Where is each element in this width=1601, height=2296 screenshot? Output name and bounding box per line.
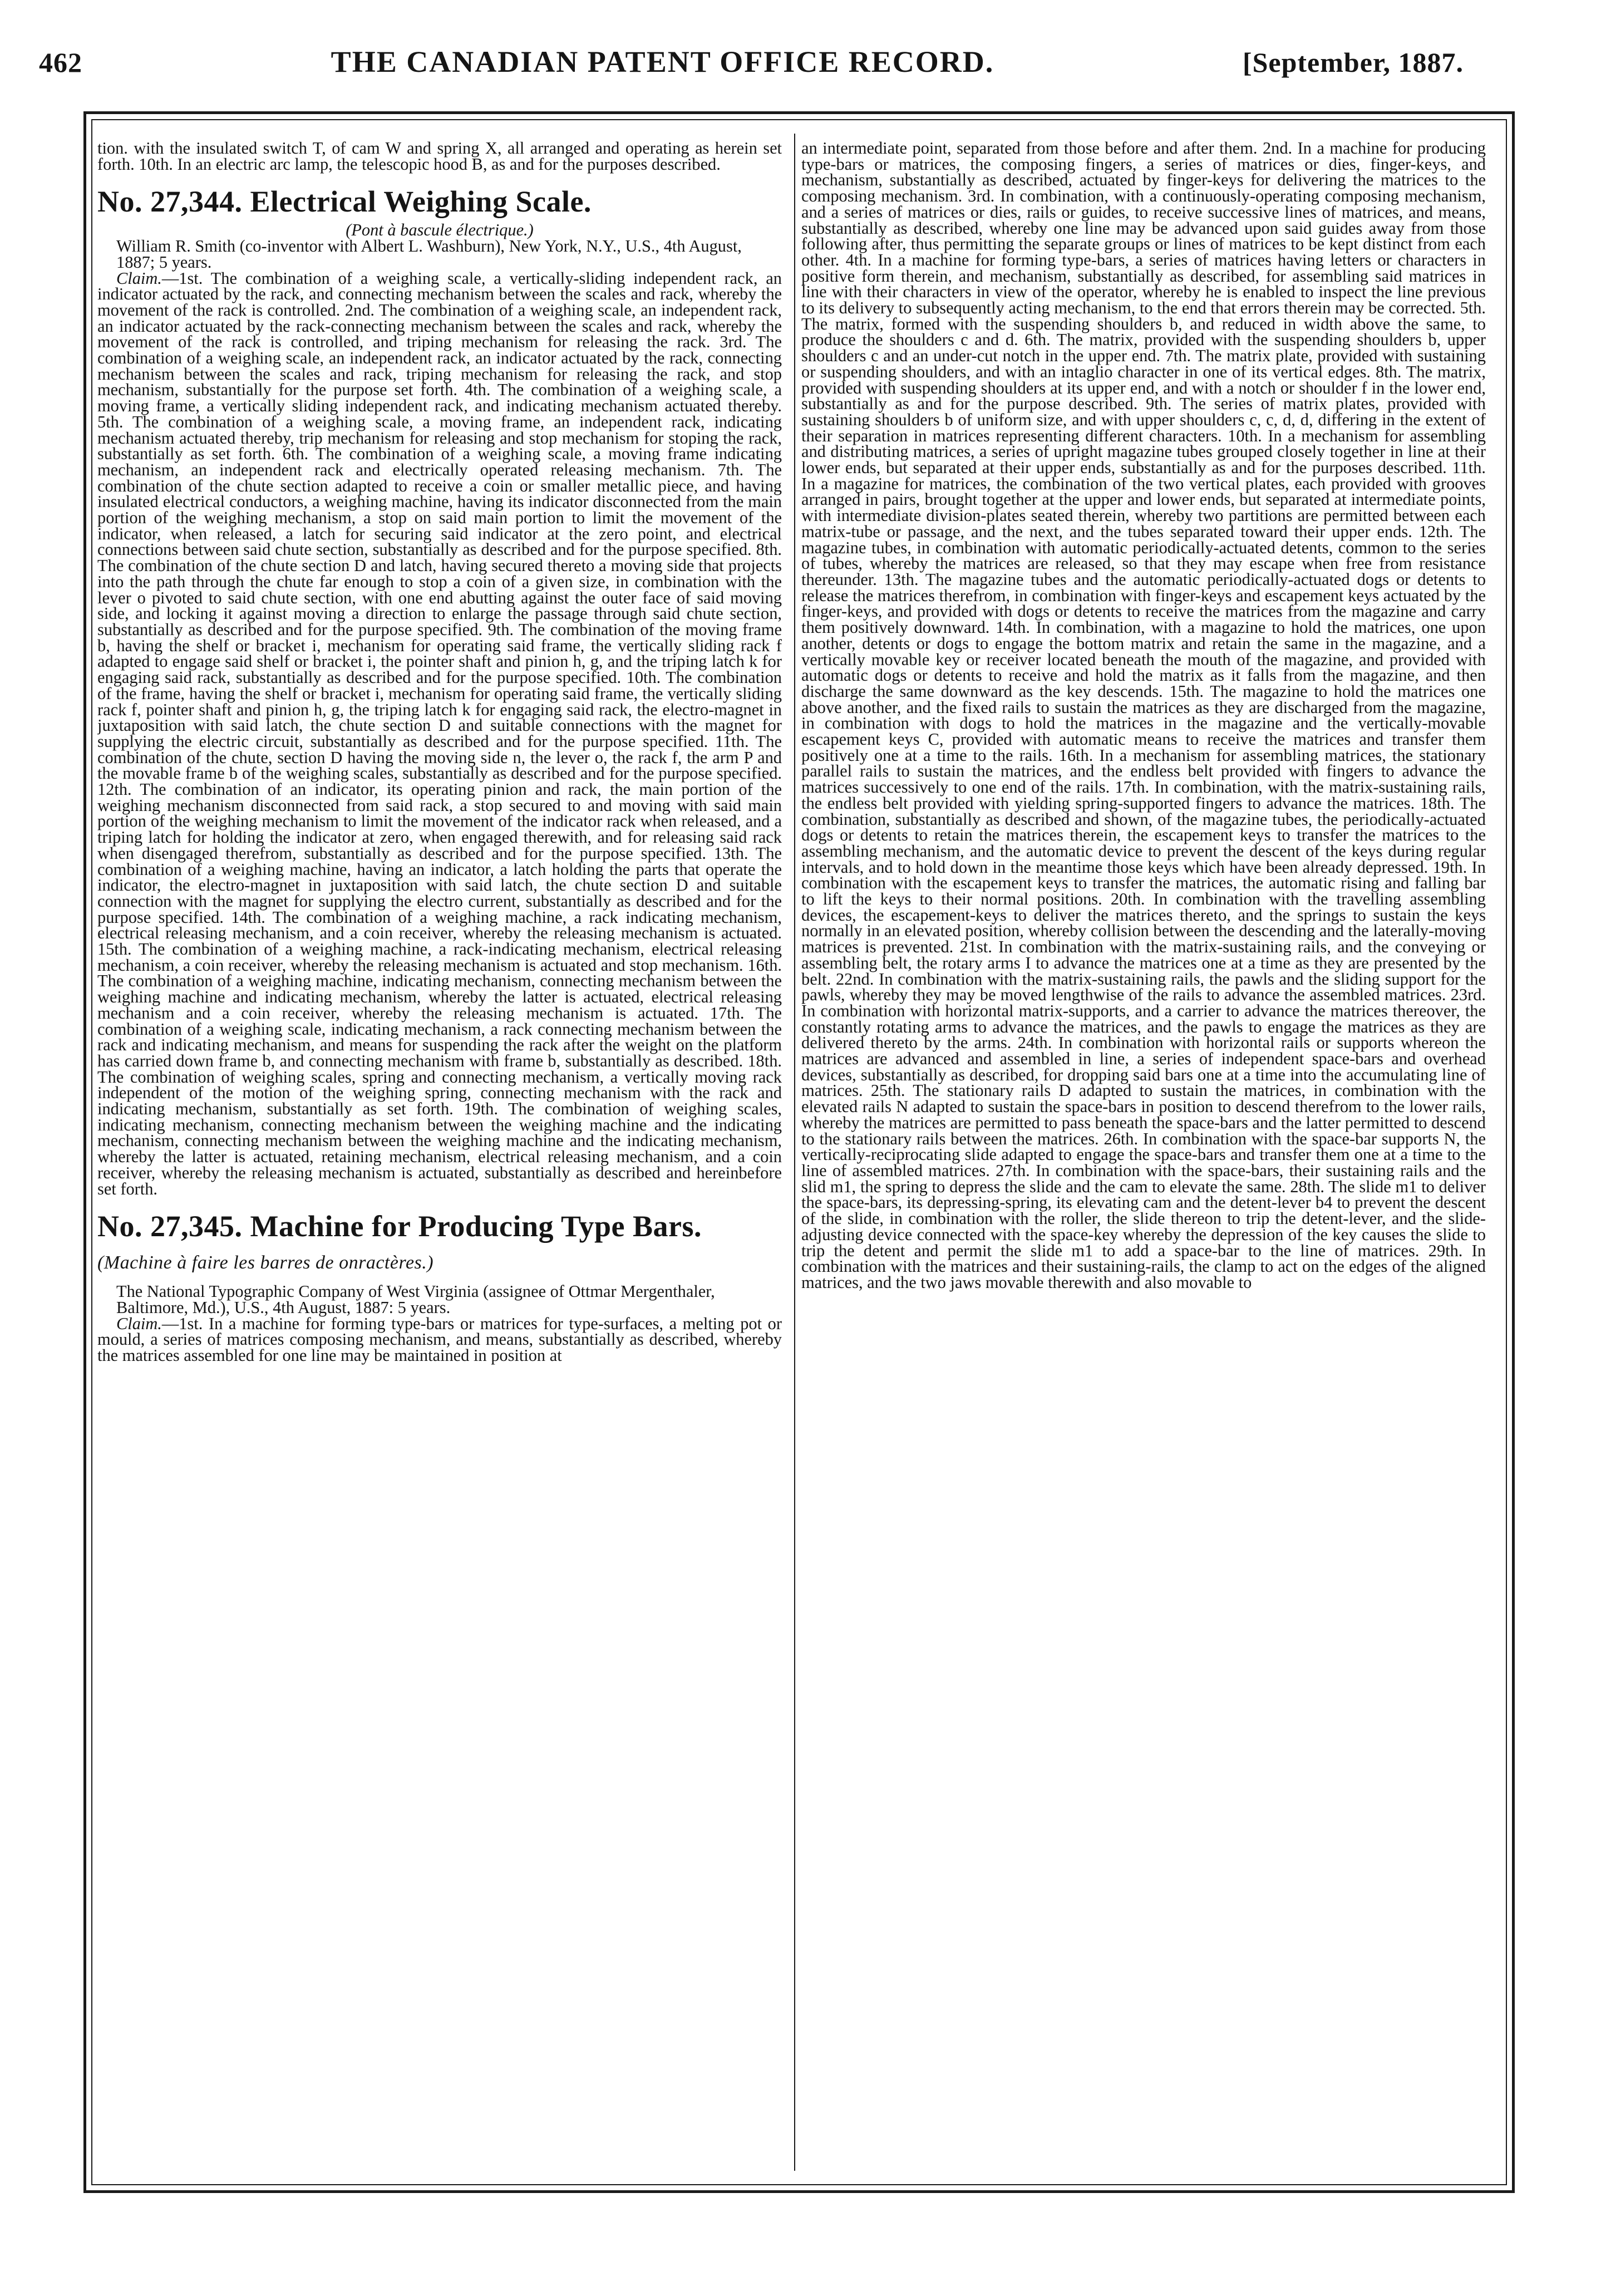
claim-text: —1st. In a machine for forming type-bars or matrices for type-surfaces, a melting pot or mould, a series of matrices composing mechanism, and means, substantially as described, whereby the matrices assembled for one line may be maintained in position at [97, 1314, 782, 1365]
continued-claims-27345: an intermediate point, separated from those before and after them. 2nd. In a machine for producing type-bars or matrices, the composing fingers, a series of matrices or dies, finger-keys, and mechanism, substantially as described, actuated by finger-keys for delivering the matrices to the composing mechanism. 3rd. In combination, with a continuously-operating composing mechanism, and a series of matrices or dies, rails or guides, to receive successive lines of matrices, and means, substantially as described, whereby one line may be advanced upon said guides away from those following after, thus permitting the separate groups or lines of matrices to be kept distinct from each other. 4th. In a machine for forming type-bars, a series of matrices having letters or characters in positive form therein, and mechanism, substantially as described, for assembling said matrices in line with their characters in view of the operator, whereby he is enabled to inspect the line previous to its delivery to subsequently acting mechanism, to the end that errors therein may be corrected. 5th. The matrix, formed with the suspending shoulders b, and reduced in width above the same, to produce the shoulders c and d. 6th. The matrix, provided with the suspending shoulders b, upper shoulders c and an under-cut notch in the upper end. 7th. The matrix plate, provided with sustaining or suspending shoulders, and with an intaglio character in one of its vertical edges. 8th. The matrix, provided with suspending shoulders at its upper end, and with a notch or shoulder f in the lower end, substantially as and for the purpose described. 9th. The series of matrix plates, provided with sustaining shoulders b of uniform size, and with upper shoulders c, c, d, d, differing in the extent of their separation in matrices representing different characters. 10th. In a mechanism for assembling and distributing matrices, a series of upright magazine tubes grouped closely together in line at their lower ends, but separated at their upper ends, substantially as and for the purposes described. 11th. In a magazine for matrices, the combination of the two vertical plates, each provided with grooves arranged in pairs, brought together at the upper and lower ends, but separated at intermediate points, with intermediate division-plates seated therein, whereby two partitions are permitted between each matrix-tube or passage, and the next, and the tubes separated toward their upper ends. 12th. The magazine tubes, in combination with automatic periodically-actuated detents, common to the series of tubes, whereby the matrices are released, so that they may escape when free from resistance thereunder. 13th. The magazine tubes and the automatic periodically-actuated dogs or detents to release the matrices therefrom, in combination with finger-keys and escapement keys actuated by the finger-keys, and provided with dogs or detents to receive the matrices from the magazine and carry them positively downward. 14th. In combination, with a magazine to hold the matrices, one upon another, detents or dogs to engage the bottom matrix and retain the same in the magazine, and a vertically movable key or receiver located beneath the mouth of the magazine, and provided with automatic dogs or detents to receive and hold the matrix as it falls from the magazine, and then discharge the same downward as the key descends. 15th. The magazine to hold the matrices one above another, and the fixed rails to sustain the matrices as they are discharged from the magazine, in combination with dogs to hold the matrices in the magazine and the vertically-movable escapement keys C, provided with automatic means to receive the matrices and transfer them positively one at a time to the rails. 16th. In a mechanism for assembling matrices, the stationary parallel rails to sustain the matrices, and the endless belt provided with fingers to advance the matrices successively to one end of the rails. 17th. In combination, with the matrix-sustaining rails, the endless belt provided with yielding spring-supported fingers to advance the matrices. 18th. The combination, substantially as described and shown, of the magazine tubes, the periodically-actuated dogs or detents to retain the matrices therein, the escapement keys to transfer the matrices to the assembling mechanism, and the automatic device to prevent the descent of the keys during regular intervals, and to hold down in the meantime those keys which have been already depressed. 19th. In combination with the escapement keys to transfer the matrices, the automatic rising and falling bar to lift the keys to their normal positions. 20th. In combination with the travelling assembling devices, the escapement-keys to deliver the matrices thereto, and the springs to sustain the keys normally in an elevated position, whereby collision between the descending and the laterally-moving matrices is prevented. 21st. In combination with the matrix-sustaining rails, and the conveying or assembling belt, the rotary arms I to advance the matrices one at a time as they are presented by the belt. 22nd. In combination with the matrix-sustaining rails, the pawls and the sliding support for the pawls, whereby they may be moved lengthwise of the rails to advance the assembled matrices. 23rd. In combination with horizontal matrix-supports, and a carrier to advance the matrices thereover, the constantly rotating arms to advance the matrices, and the pawls to engage the matrices as they are delivered thereto by the arms. 24th. In combination with horizontal rails or supports whereon the matrices are advanced and assembled in line, a series of independent space-bars and overhead devices, substantially as described, for dropping said bars one at a time into the accumulating line of matrices. 25th. The stationary rails D adapted to sustain the matrices, in combination with the elevated rails N adapted to sustain the space-bars in position to descend therefrom to the lower rails, whereby the matrices are permitted to pass beneath the space-bars and the latter permitted to descend to the stationary rails between the matrices. 26th. In combination with the space-bar supports N, the vertically-reciprocating slide adapted to engage the space-bars and transfer them one at a time to the line of assembled matrices. 27th. In combination with the space-bars, their sustaining rails and the slid m1, the spring to depress the slide and the cam to elevate the same. 28th. The slide m1 to deliver the space-bars, its depressing-spring, its elevating cam and the detent-lever b4 to prevent the descent of the slide, in combination with the roller, the slide thereon to trip the detent-lever, and the slide-adjusting device connected with the space-key whereby the depression of the key causes the slide to trip the detent and permit the slide m1 to add a space-bar to the line of matrices. 29th. In combination with the matrices and their sustaining-rails, the clamp to act on the edges of the aligned matrices, and the two jaws movable therewith and also movable to [801, 140, 1486, 1292]
claim-text: —1st. The combination of a weighing scale, a vertically-sliding independent rack, an indicator actuated by the rack, and connecting mechanism between the scales and rack, whereby the movement of the rack is controlled. 2nd. The combination of a weighing scale, an independent rack, an indicator actuated by the rack-connecting mechanism between the scales and rack, whereby the movement of the rack is controlled, and triping mechanism for releasing the rack. 3rd. The combination of a weighing scale, an independent rack, an indicator actuated by the rack, connecting mechanism between the scales and rack, triping mechanism for releasing the rack, and stop mechanism, substantially for the purpose set forth. 4th. The combination of a weighing scale, a moving frame, a vertically sliding independent rack, and indicating mechanism actuated thereby. 5th. The combination of a weighing scale, a moving frame, an independent rack, indicating mechanism actuated thereby, trip mechanism for releasing and stop mechanism for stoping the rack, substantially as set forth. 6th. The combination of a weighing scale, a moving frame indicating mechanism, an independent rack and electrically operated releasing mechanism. 7th. The combination of the chute section adapted to receive a coin or smaller metallic piece, and having insulated electrical conductors, a weighing machine, having its indicator disconnected from the main portion of the weighing mechanism, a stop on said main portion to limit the movement of the indicator, when released, a latch for securing said indicator at the zero point, and electrical connections between said chute section, substantially as described and for the purpose specified. 8th. The combination of the chute section D and latch, having secured thereto a moving side that projects into the path through the chute far enough to stop a coin of a given size, in combination with the lever o pivoted to said chute section, with one end abutting against the outer face of said moving side, and locking it against moving a direction to enlarge the passage through said chute section, substantially as described and for the purpose specified. 9th. The combination of the moving frame b, having the shelf or bracket i, mechanism for operating said frame, the vertically sliding rack f adapted to engage said shelf or bracket i, the pointer shaft and pinion h, g, and the triping latch k for engaging said rack, substantially as described and for the purpose specified. 10th. The combination of the frame, having the shelf or bracket i, mechanism for operating said frame, the vertically sliding rack f, pointer shaft and pinion h, g, the triping latch k for engaging said rack, the electro-magnet in juxtaposition with said latch, the chute section D and suitable connections with the magnet for supplying the electric circuit, substantially as described and for the purpose specified. 11th. The combination of the chute, section D having the moving side n, the lever o, the rack f, the arm P and the movable frame b of the weighing scales, substantially as described and for the purpose specified. 12th. The combination of an indicator, its operating pinion and rack, the main portion of the weighing mechanism disconnected from said rack, a stop secured to and moving with said main portion of the weighing mechanism to limit the movement of the indicator rack when released, and a triping latch for holding the indicator at zero, when engaged therewith, and for releasing said rack when disengaged therefrom, substantially as described and for the purpose specified. 13th. The combination of a weighing machine, having an indicator, a latch holding the parts that operate the indicator, the electro-magnet in juxtaposition with said latch, the chute section D and suitable connection with the magnet for supplying the electro current, substantially as described and for the purpose specified. 14th. The combination of a weighing machine, a rack indicating mechanism, electrical releasing mechanism, and a coin receiver, whereby the releasing mechanism is actuated. 15th. The combination of a weighing machine, a rack-indicating mechanism, electrical releasing mechanism, a coin receiver, whereby the releasing mechanism is actuated and stop mechanism. 16th. The combination of a weighing machine, indicating mechanism, connecting mechanism between the weighing machine and indicating mechanism, whereby the latter is actuated, electrical releasing mechanism and a coin receiver, whereby the releasing mechanism is actuated. 17th. The combination of a weighing scale, indicating mechanism, a rack connecting mechanism between the rack and indicating mechanism, and means for suspending the rack after the weight on the platform has carried down frame b, and connecting mechanism with frame b, substantially as described. 18th. The combination of weighing scales, spring and connecting mechanism, a vertically moving rack independent of the motion of the weighing spring, connecting mechanism with the rack and indicating mechanism, substantially as set forth. 19th. The combination of weighing scales, indicating mechanism, connecting mechanism between the weighing machine and the indicating mechanism, connecting mechanism between the weighing machine and the indicating mechanism, whereby the latter is actuated, retaining mechanism, electrical releasing mechanism, and a coin receiver, whereby the releasing mechanism is actuated, substantially as described and hereinbefore set forth. [97, 268, 782, 1198]
patent-title-27344: No. 27,344. Electrical Weighing Scale. [97, 185, 592, 219]
issue-date: [September, 1887. [1242, 47, 1464, 78]
french-title-27345: (Machine à faire les barres de onractères.) [97, 1252, 434, 1274]
continued-claim-text: tion. with the insulated switch T, of cam W and spring X, all arranged and operating as herein set forth. 10th. In an electric arc lamp, the telescopic hood B, as and for the purposes described. [97, 140, 782, 174]
patent-title-27345-text: No. 27,345. Machine for Producing Type Bars. [97, 1210, 702, 1243]
patent-title-27345 [97, 1210, 782, 1279]
inventor-27344: William R. Smith (co-inventor with Albert L. Washburn), New York, N.Y., U.S., 4th August, 1887; 5 years. [116, 237, 742, 272]
page-number: 462 [39, 47, 82, 78]
claims-27345 [97, 1316, 782, 1364]
column-divider [794, 134, 795, 2171]
french-title-27344: (Pont à bascule électrique.) [346, 220, 534, 240]
right-column [801, 140, 1486, 2166]
running-head [39, 45, 1464, 89]
assignee-27345: The National Typographic Company of West Virginia (assignee of Ottmar Mergenthaler, Baltimore, Md.), U.S., 4th August, 1887: 5 years. [116, 1282, 715, 1317]
left-column [97, 140, 782, 2166]
claim-label: Claim. [116, 1314, 162, 1333]
claim-label: Claim. [116, 268, 162, 288]
claims-27344 [97, 268, 782, 1198]
publication-title: THE CANADIAN PATENT OFFICE RECORD. [331, 45, 994, 78]
